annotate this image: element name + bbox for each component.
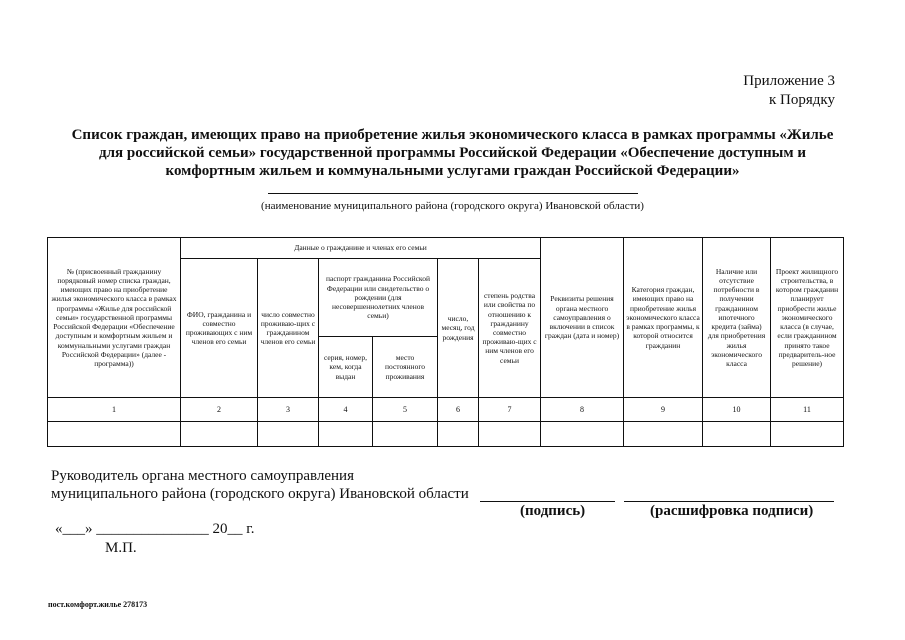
table-cell: [479, 422, 541, 447]
table-cell: [771, 422, 844, 447]
header-passport-series: серия, номер, кем, когда выдан: [319, 337, 373, 398]
column-number: 8: [541, 398, 624, 422]
column-number: 7: [479, 398, 541, 422]
header-category: Категория граждан, имеющих право на приобретение жилья экономического класса в рамках программы, к которой относится гражданин: [624, 238, 703, 398]
signatory-title-line2: муниципального района (городского округа) Ивановской области: [51, 486, 469, 502]
table-cell: [624, 422, 703, 447]
table-cell: [703, 422, 771, 447]
column-number: 5: [373, 398, 438, 422]
footer-reference: пост.комфорт.жилье 278173: [48, 600, 148, 609]
appendix-number: Приложение 3: [743, 73, 835, 89]
column-number: 3: [258, 398, 319, 422]
table-cell: [258, 422, 319, 447]
appendix-label: [743, 72, 835, 110]
name-decode-line: [624, 501, 834, 502]
header-fio: ФИО, гражданина и совместно проживающих с ним членов его семьи: [181, 259, 258, 398]
header-decision: Реквизиты решения органа местного самоуправления о включении в список граждан (дата и номер): [541, 238, 624, 398]
header-family-data: Данные о гражданине и членах его семьи: [181, 238, 541, 259]
name-decode-caption: (расшифровка подписи): [650, 503, 814, 519]
table-cell: [319, 422, 373, 447]
table-cell: [181, 422, 258, 447]
signature-line: [480, 501, 615, 502]
municipality-caption: (наименование муниципального района (городского округа) Ивановской области): [261, 200, 644, 212]
date-field: «___» _______________ 20__ г.: [55, 521, 255, 537]
column-number: 6: [438, 398, 479, 422]
column-number: 11: [771, 398, 844, 422]
header-residence: место постоянного проживания: [373, 337, 438, 398]
table-row: [48, 422, 844, 447]
table-cell: [48, 422, 181, 447]
table-cell: [541, 422, 624, 447]
municipality-blank-line: [268, 193, 638, 194]
header-passport: паспорт гражданина Российской Федерации или свидетельство о рождении (для несовершеннолетних членов семьи): [319, 259, 438, 337]
header-birthdate: число, месяц, год рождения: [438, 259, 479, 398]
column-number: 2: [181, 398, 258, 422]
column-number: 4: [319, 398, 373, 422]
table-cell: [373, 422, 438, 447]
stamp-place: М.П.: [105, 540, 137, 556]
table-cell: [438, 422, 479, 447]
header-mortgage: Наличие или отсутствие потребности в получении гражданином ипотечного кредита (займа) для приобретения жилья экономического класса: [703, 238, 771, 398]
header-relation: степень родства или свойства по отношению к гражданину совместно проживаю-щих с ним членов его семьи: [479, 259, 541, 398]
signatory-title-line1: Руководитель органа местного самоуправления: [51, 468, 354, 484]
column-number: 10: [703, 398, 771, 422]
column-number: 1: [48, 398, 181, 422]
header-members-count: число совместно проживаю-щих с гражданином членов его семьи: [258, 259, 319, 398]
signature-caption: (подпись): [520, 503, 586, 519]
column-numbers-row: [48, 398, 844, 422]
citizens-table: [47, 237, 844, 447]
column-number: 9: [624, 398, 703, 422]
header-project: Проект жилищного строительства, в котором гражданин планирует приобрести жилье экономического класса (в случае, если гражданином принято такое предваритель-ное решение): [771, 238, 844, 398]
header-number: № (присвоенный гражданину порядковый номер списка граждан, имеющих право на приобретение жилья экономического класса в рамках программы «Жилье для российской семьи» государственной программы Российской Федерации «Обеспечение доступным и комфортным жильем и коммунальными услугами граждан Российской Федерации» (далее - программа)): [48, 238, 181, 398]
document-title: Список граждан, имеющих право на приобретение жилья экономического класса в рамках программы «Жилье для российской семьи» государственной программы Российской Федерации «Обеспечение доступным и комфортным жильем и коммунальными услугами граждан Российской Федерации»: [71, 127, 834, 179]
appendix-reference: к Порядку: [769, 92, 835, 108]
